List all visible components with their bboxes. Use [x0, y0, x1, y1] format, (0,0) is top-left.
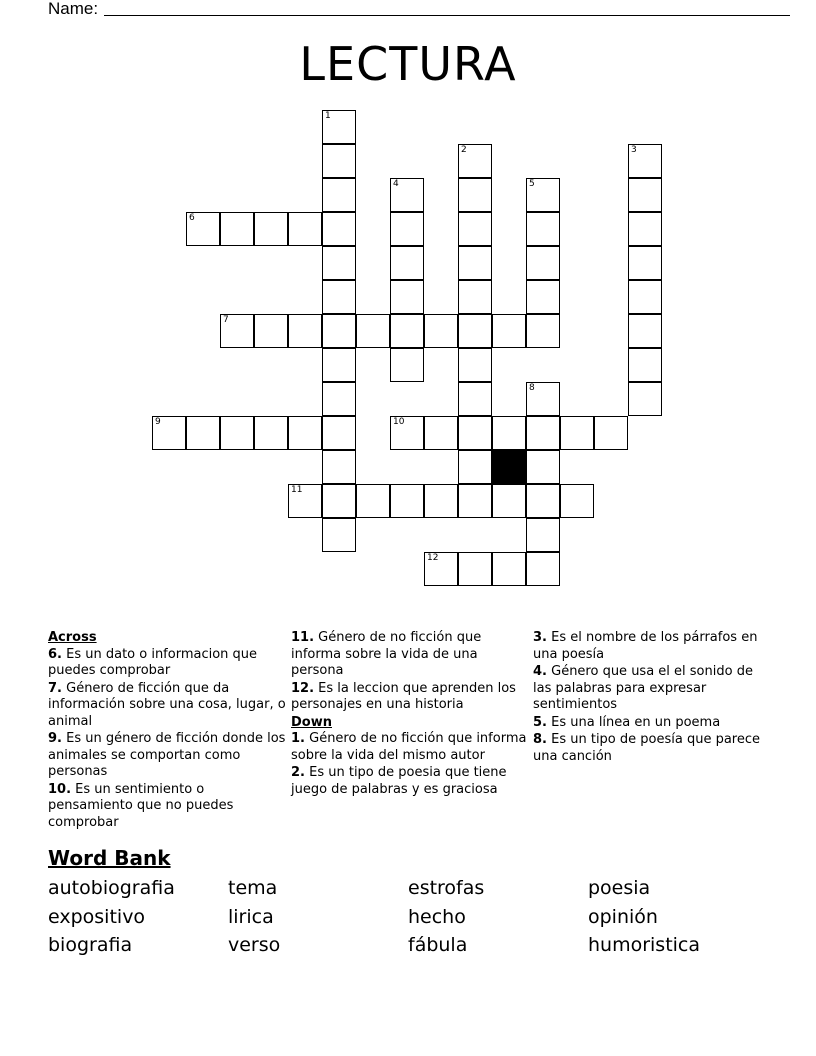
clue-number: 7. — [48, 680, 62, 696]
grid-cell[interactable] — [526, 484, 560, 518]
grid-cell[interactable] — [186, 212, 220, 246]
clue-number: 11. — [291, 630, 315, 645]
grid-cell[interactable] — [492, 416, 526, 450]
word-bank-column-2 — [228, 874, 280, 960]
grid-cell[interactable] — [458, 450, 492, 484]
cell-number: 5 — [529, 179, 535, 189]
grid-cell[interactable] — [322, 110, 356, 144]
grid-cell[interactable] — [356, 484, 390, 518]
grid-cell[interactable] — [526, 246, 560, 280]
word-bank-item: biografia — [48, 934, 133, 956]
grid-cell[interactable] — [322, 518, 356, 552]
grid-cell[interactable] — [322, 450, 356, 484]
clues-column-1 — [48, 630, 288, 832]
grid-cell[interactable] — [390, 280, 424, 314]
grid-cell[interactable] — [288, 416, 322, 450]
grid-cell[interactable] — [322, 348, 356, 382]
clue-text: Género de no ficción que informa sobre la vida del mismo autor — [291, 731, 527, 763]
grid-cell[interactable] — [322, 314, 356, 348]
word-bank-title: Word Bank — [48, 846, 171, 870]
word-bank-item: lirica — [228, 905, 274, 928]
grid-cell[interactable] — [458, 416, 492, 450]
cell-number: 10 — [393, 417, 405, 427]
cell-number: 2 — [461, 145, 467, 155]
clues-column-3 — [533, 630, 773, 766]
grid-cell[interactable] — [220, 212, 254, 246]
word-bank-item: verso — [228, 934, 281, 956]
clue-text: Género de no ficción que informa sobre la vida de una persona — [291, 630, 482, 678]
clue-text: Género de ficción que da información sobre una cosa, lugar, o animal — [48, 680, 286, 729]
grid-cell[interactable] — [390, 348, 424, 382]
clues-column-2 — [291, 630, 531, 799]
cell-number: 1 — [325, 111, 331, 121]
cell-number: 6 — [189, 213, 195, 223]
grid-cell[interactable] — [288, 314, 322, 348]
grid-cell[interactable] — [628, 212, 662, 246]
grid-cell[interactable] — [390, 416, 424, 450]
grid-cell[interactable] — [424, 552, 458, 586]
cell-number: 4 — [393, 179, 399, 189]
page-title: LECTURA — [299, 37, 517, 91]
grid-cell[interactable] — [526, 416, 560, 450]
grid-cell[interactable] — [390, 314, 424, 348]
grid-cell[interactable] — [390, 484, 424, 518]
grid-cell[interactable] — [492, 484, 526, 518]
clue-number: 3. — [533, 630, 547, 645]
clue-down-4 — [533, 664, 773, 714]
word-bank-column-4 — [588, 874, 700, 960]
grid-cell[interactable] — [390, 246, 424, 280]
word-bank-item: poesia — [588, 877, 651, 899]
clue-text: Es una línea en un poema — [546, 714, 721, 730]
down-heading: Down — [291, 714, 332, 730]
clue-text: Es un género de ficción donde los animales se comportan como personas — [48, 731, 286, 779]
grid-cell[interactable] — [526, 552, 560, 586]
grid-cell[interactable] — [424, 484, 458, 518]
clue-number: 9. — [48, 731, 62, 746]
word-bank-item: hecho — [408, 905, 466, 928]
grid-cell[interactable] — [458, 212, 492, 246]
clue-text: Género que usa el el sonido de las palabras para expresar sentimientos — [533, 664, 753, 712]
clue-down-2 — [291, 765, 531, 798]
grid-cell[interactable] — [492, 314, 526, 348]
word-bank-column-3 — [408, 874, 484, 960]
clue-across-12 — [291, 681, 531, 714]
grid-cell[interactable] — [628, 144, 662, 178]
grid-cell[interactable] — [628, 348, 662, 382]
clue-number: 5. — [533, 714, 547, 730]
cell-number: 11 — [291, 485, 303, 495]
grid-cell[interactable] — [152, 416, 186, 450]
clue-number: 6. — [48, 646, 62, 662]
grid-cell[interactable] — [560, 416, 594, 450]
clue-text: Es un dato o informacion que puedes comprobar — [48, 646, 258, 678]
clue-across-9 — [48, 731, 288, 781]
cell-number: 12 — [427, 553, 439, 563]
grid-cell[interactable] — [458, 314, 492, 348]
clue-across-6 — [48, 647, 288, 680]
grid-cell[interactable] — [458, 178, 492, 212]
grid-cell[interactable] — [526, 178, 560, 212]
clue-number: 4. — [533, 664, 547, 679]
grid-cell[interactable] — [220, 314, 254, 348]
grid-cell[interactable] — [628, 280, 662, 314]
grid-cell[interactable] — [458, 552, 492, 586]
black-square — [492, 450, 526, 484]
grid-cell[interactable] — [186, 416, 220, 450]
cell-number: 3 — [631, 145, 637, 155]
grid-cell[interactable] — [424, 416, 458, 450]
name-label: Name: — [48, 0, 99, 18]
word-bank-item: estrofas — [408, 877, 485, 899]
grid-cell[interactable] — [220, 416, 254, 450]
clue-text: Es un sentimiento o pensamiento que no puedes comprobar — [48, 781, 234, 830]
clue-down-1 — [291, 731, 531, 764]
word-bank-column-1 — [48, 874, 175, 960]
grid-cell[interactable] — [322, 484, 356, 518]
grid-cell[interactable] — [526, 518, 560, 552]
grid-cell[interactable] — [628, 314, 662, 348]
clue-number: 1. — [291, 731, 305, 746]
grid-cell[interactable] — [560, 484, 594, 518]
grid-cell[interactable] — [458, 246, 492, 280]
grid-cell[interactable] — [322, 246, 356, 280]
grid-cell[interactable] — [322, 280, 356, 314]
grid-cell[interactable] — [526, 212, 560, 246]
grid-cell[interactable] — [390, 178, 424, 212]
grid-cell[interactable] — [288, 484, 322, 518]
grid-cell[interactable] — [526, 314, 560, 348]
clue-number: 2. — [291, 765, 305, 780]
clue-down-8 — [533, 732, 773, 765]
clue-text: Es la leccion que aprenden los personajes en una historia — [291, 680, 516, 712]
grid-cell[interactable] — [322, 382, 356, 416]
cell-number: 9 — [155, 417, 161, 427]
grid-cell[interactable] — [628, 382, 662, 416]
word-bank-item: humoristica — [588, 934, 701, 956]
grid-cell[interactable] — [458, 382, 492, 416]
grid-cell[interactable] — [390, 212, 424, 246]
grid-cell[interactable] — [526, 280, 560, 314]
across-heading: Across — [48, 630, 97, 645]
clue-across-7 — [48, 681, 288, 731]
clue-number: 10. — [48, 781, 72, 797]
word-bank-item: autobiografia — [48, 877, 175, 899]
grid-cell[interactable] — [458, 144, 492, 178]
grid-cell[interactable] — [322, 416, 356, 450]
clue-down-3 — [533, 630, 773, 663]
grid-cell[interactable] — [254, 314, 288, 348]
word-bank-item: fábula — [408, 934, 468, 956]
grid-cell[interactable] — [322, 144, 356, 178]
grid-cell[interactable] — [628, 246, 662, 280]
clue-number: 12. — [291, 680, 315, 696]
word-bank-item: tema — [228, 877, 278, 899]
grid-cell[interactable] — [526, 382, 560, 416]
grid-cell[interactable] — [628, 178, 662, 212]
grid-cell[interactable] — [594, 416, 628, 450]
grid-cell[interactable] — [458, 484, 492, 518]
grid-cell[interactable] — [458, 280, 492, 314]
grid-cell[interactable] — [492, 552, 526, 586]
grid-cell[interactable] — [458, 348, 492, 382]
grid-cell[interactable] — [356, 314, 390, 348]
clue-number: 8. — [533, 732, 547, 747]
grid-cell[interactable] — [322, 178, 356, 212]
clue-text: Es un tipo de poesía que parece una canción — [533, 732, 761, 764]
clue-text: Es el nombre de los párrafos en una poesía — [533, 630, 758, 662]
word-bank-item: expositivo — [48, 905, 146, 928]
cell-number: 8 — [529, 383, 535, 393]
grid-cell[interactable] — [322, 212, 356, 246]
clue-text: Es un tipo de poesia que tiene juego de palabras y es graciosa — [291, 765, 507, 797]
clue-down-5 — [533, 715, 773, 732]
grid-cell[interactable] — [254, 416, 288, 450]
grid-cell[interactable] — [424, 314, 458, 348]
word-bank-item: opinión — [588, 905, 658, 928]
clue-across-10 — [48, 782, 288, 832]
clue-across-11 — [291, 630, 531, 680]
grid-cell[interactable] — [288, 212, 322, 246]
grid-cell[interactable] — [526, 450, 560, 484]
grid-cell[interactable] — [254, 212, 288, 246]
cell-number: 7 — [223, 315, 229, 325]
